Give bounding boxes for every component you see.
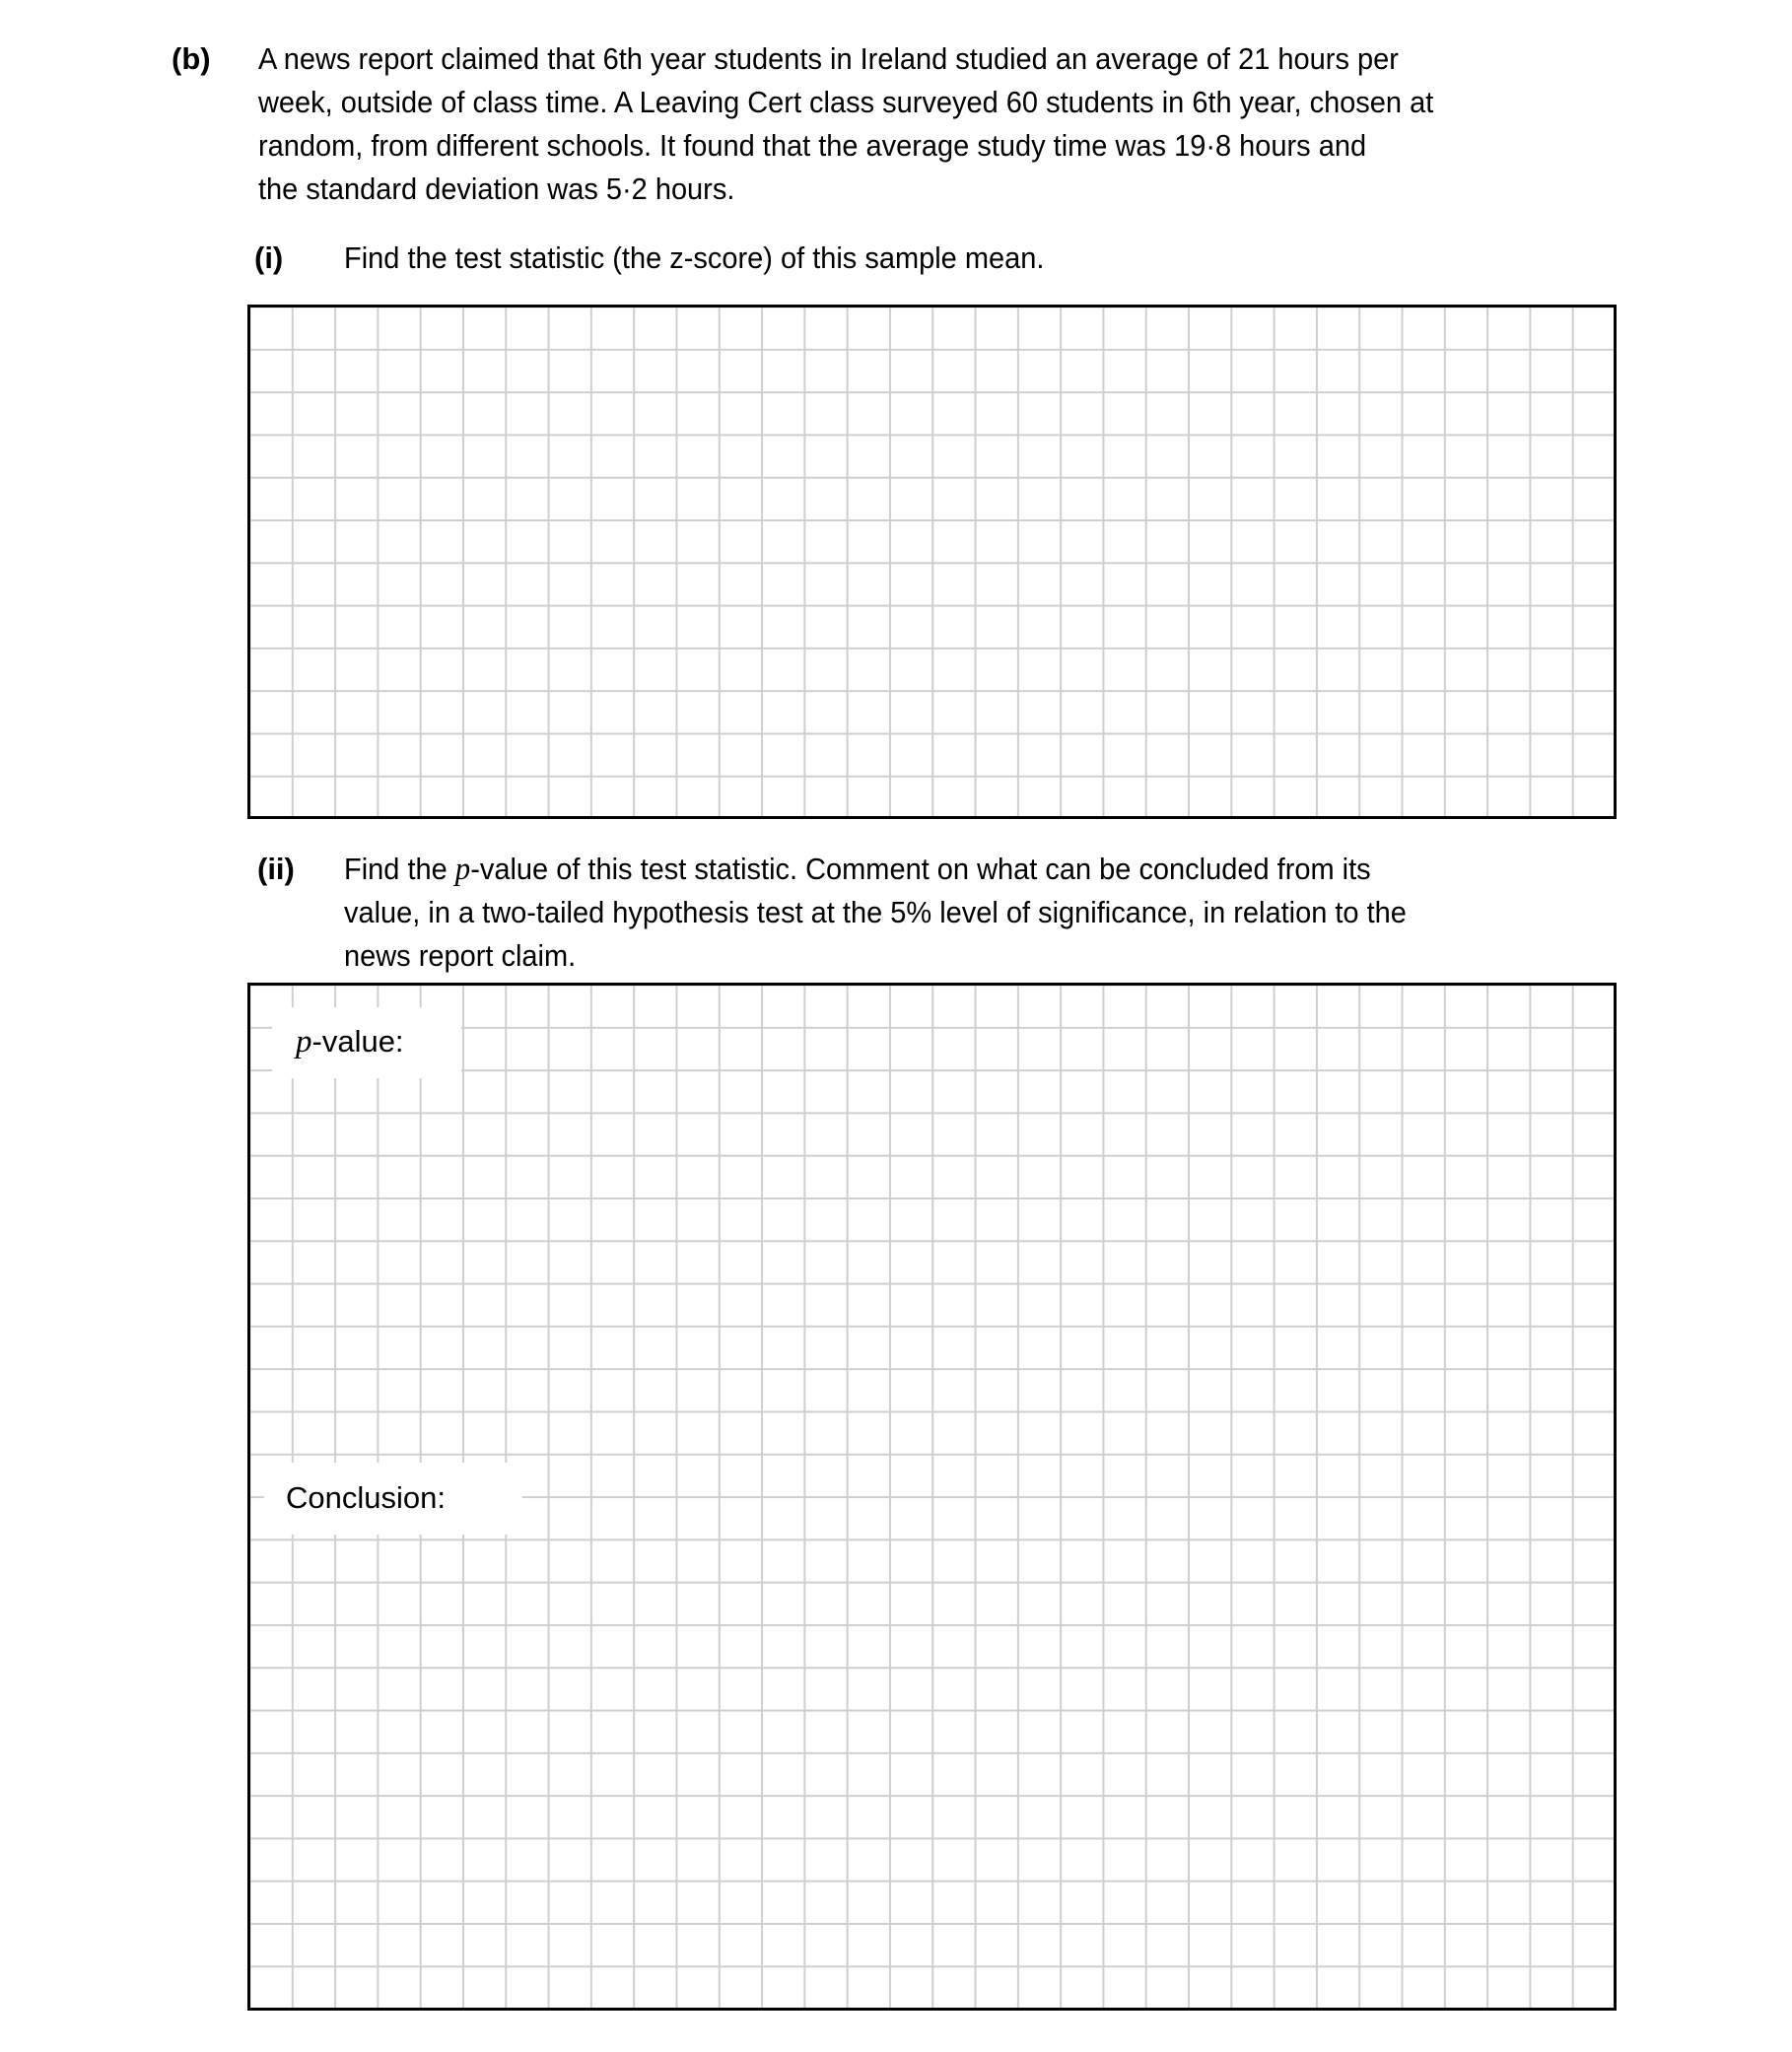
part-ii-label: (ii) [257, 852, 295, 886]
part-i-prompt: Find the test statistic (the z-score) of this sample mean. [344, 240, 1045, 275]
conclusion-label: Conclusion: [264, 1463, 522, 1535]
answer-box-part-i[interactable] [247, 305, 1617, 819]
part-ii-line-2: value, in a two-tailed hypothesis test at the 5% level of significance, in relation to the [344, 895, 1407, 929]
p-variable: p [454, 852, 471, 887]
part-ii-line-3: news report claim. [344, 938, 577, 973]
answer-box-part-ii[interactable] [247, 983, 1617, 2011]
part-i-label: (i) [254, 240, 284, 275]
part-ii-line-1-pre: Find the [344, 852, 455, 886]
p-value-text: -value: [311, 1024, 404, 1059]
p-value-var: p [296, 1024, 312, 1060]
intro-line-2: week, outside of class time. A Leaving Cert class surveyed 60 students in 6th year, chosen at [258, 85, 1434, 119]
intro-line-4: the standard deviation was 5·2 hours. [258, 171, 735, 206]
part-b-label: (b) [172, 41, 211, 76]
p-value-label [272, 1007, 461, 1078]
part-ii-line-1 [344, 848, 1371, 891]
part-ii-line-1-post: -value of this test statistic. Comment on what can be concluded from its [470, 852, 1371, 886]
intro-line-1: A news report claimed that 6th year students in Ireland studied an average of 21 hours per [258, 41, 1399, 76]
intro-line-3: random, from different schools. It found that the average study time was 19·8 hours and [258, 128, 1367, 163]
